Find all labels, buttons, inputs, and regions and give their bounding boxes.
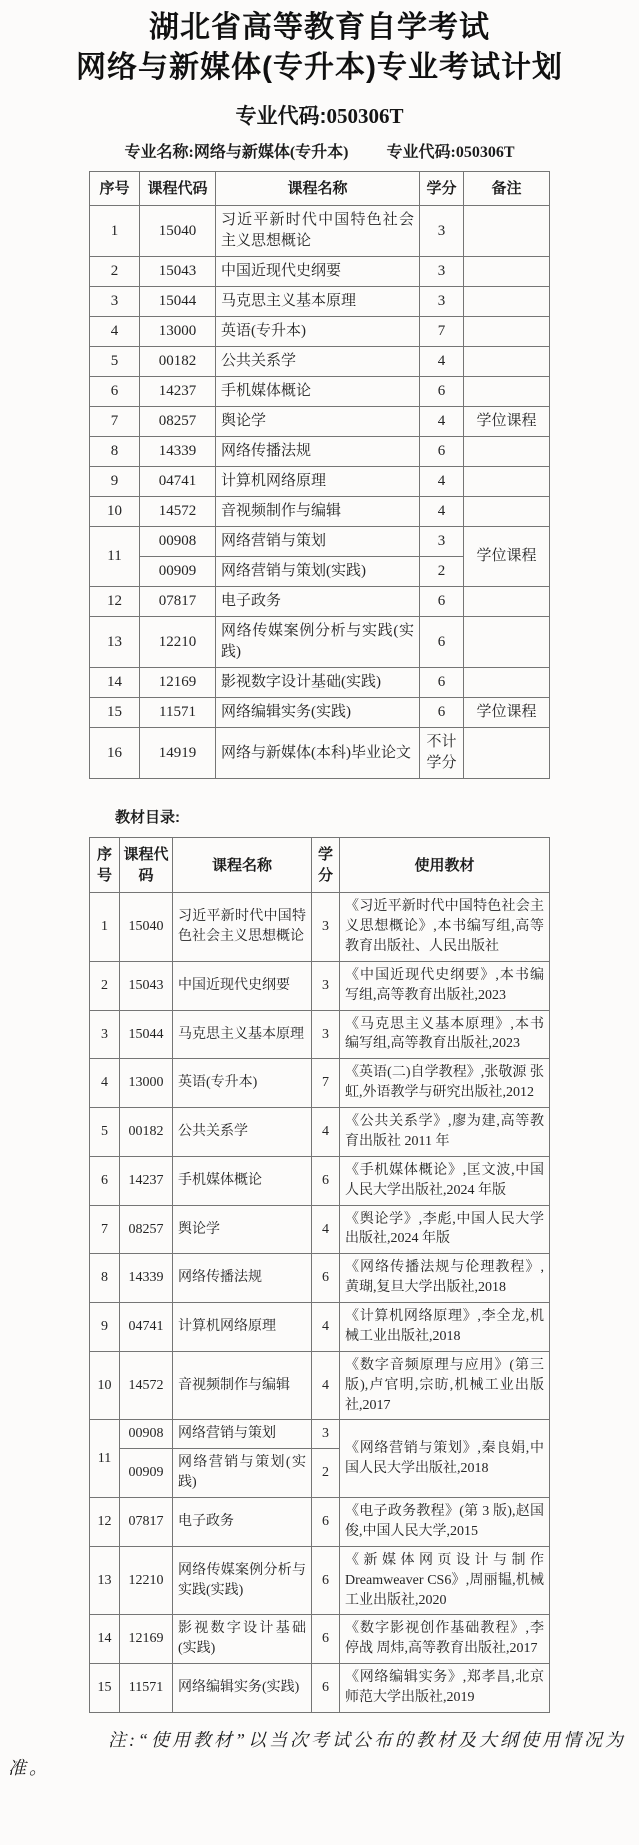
table-row [90,287,550,317]
cell-credits: 4 [312,1205,340,1254]
cell-course-code: 15043 [120,961,173,1010]
cell-seq: 12 [90,1498,120,1547]
cell-course-name: 马克思主义基本原理 [216,287,420,317]
cell-credits: 3 [312,1010,340,1059]
cell-course-code: 14339 [120,1254,173,1303]
cell-course-code: 00908 [120,1420,173,1449]
cell-remark [464,206,550,257]
cell-seq: 4 [90,317,140,347]
cell-course-code: 14572 [140,497,216,527]
cell-remark [464,467,550,497]
header-seq: 序号 [90,172,140,206]
cell-credits: 6 [312,1546,340,1615]
cell-course-code: 14237 [140,377,216,407]
cell-course-code: 14339 [140,437,216,467]
cell-seq: 9 [90,467,140,497]
cell-course-name: 网络传媒案例分析与实践(实践) [173,1546,312,1615]
cell-credits: 4 [420,347,464,377]
document-title-line2: 网络与新媒体(专升本)专业考试计划 [76,50,563,84]
cell-textbook: 《电子政务教程》(第 3 版),赵国俊,中国人民大学,2015 [340,1498,550,1547]
cell-textbook: 《数字音频原理与应用》(第三版),卢官明,宗昉,机械工业出版社,2017 [340,1351,550,1420]
cell-course-name: 音视频制作与编辑 [216,497,420,527]
cell-course-code: 15040 [140,206,216,257]
header-course-code: 课程代码 [140,172,216,206]
cell-seq: 16 [90,728,140,779]
cell-course-code: 11571 [140,698,216,728]
table-row [90,698,550,728]
cell-credits: 3 [420,287,464,317]
cell-remark [464,257,550,287]
table-row [90,317,550,347]
textbook-table [89,837,550,1713]
cell-course-name: 中国近现代史纲要 [173,961,312,1010]
table-row [90,467,550,497]
table-row [90,961,550,1010]
cell-credits: 3 [420,257,464,287]
exam-plan-table [89,171,550,779]
cell-seq: 6 [90,377,140,407]
cell-course-code: 00182 [120,1108,173,1157]
cell-course-name: 马克思主义基本原理 [173,1010,312,1059]
cell-credits: 2 [312,1449,340,1498]
cell-course-name: 舆论学 [173,1205,312,1254]
cell-course-code: 11571 [120,1664,173,1713]
cell-course-code: 15040 [120,893,173,962]
header-textbook: 使用教材 [340,838,550,893]
cell-seq: 13 [90,617,140,668]
cell-credits: 6 [312,1254,340,1303]
table-row [90,1420,550,1449]
footnote: 注:“使用教材”以当次考试公布的教材及大纲使用情况为准。 [8,1729,627,1778]
cell-course-name: 影视数字设计基础(实践) [216,668,420,698]
cell-credits: 6 [312,1498,340,1547]
header-course-code: 课程代码 [120,838,173,893]
cell-credits: 6 [420,587,464,617]
cell-seq: 14 [90,668,140,698]
cell-remark [464,668,550,698]
table-header-row [90,838,550,893]
table-row [90,1351,550,1420]
cell-course-name: 习近平新时代中国特色社会主义思想概论 [216,206,420,257]
cell-credits: 不计学分 [420,728,464,779]
table-row [90,206,550,257]
cell-textbook: 《网络传播法规与伦理教程》,黄瑚,复旦大学出版社,2018 [340,1254,550,1303]
cell-seq: 7 [90,1205,120,1254]
cell-course-code: 07817 [120,1498,173,1547]
cell-course-name: 网络营销与策划 [173,1420,312,1449]
cell-seq: 9 [90,1303,120,1352]
header-course-name: 课程名称 [173,838,312,893]
table-row [90,437,550,467]
cell-course-name: 计算机网络原理 [216,467,420,497]
cell-course-code: 13000 [120,1059,173,1108]
cell-seq: 5 [90,1108,120,1157]
cell-seq: 13 [90,1546,120,1615]
cell-course-code: 07817 [140,587,216,617]
cell-course-name: 电子政务 [216,587,420,617]
major-name-value: 网络与新媒体(专升本) [193,144,349,162]
cell-credits: 6 [420,377,464,407]
table-header-row [90,172,550,206]
cell-credits: 2 [420,557,464,587]
major-code-heading-label: 专业代码: [235,105,327,129]
cell-credits: 4 [420,467,464,497]
cell-textbook: 《公共关系学》,廖为建,高等教育出版社 2011 年 [340,1108,550,1157]
cell-course-code: 15043 [140,257,216,287]
cell-course-code: 04741 [120,1303,173,1352]
table-row [90,1498,550,1547]
cell-credits: 4 [312,1303,340,1352]
cell-textbook: 《手机媒体概论》,匡文波,中国人民大学出版社,2024 年版 [340,1156,550,1205]
cell-course-code: 14237 [120,1156,173,1205]
table-row [90,587,550,617]
cell-seq: 15 [90,698,140,728]
cell-course-code: 12210 [120,1546,173,1615]
cell-seq: 11 [90,527,140,587]
cell-credits: 7 [312,1059,340,1108]
cell-credits: 4 [420,497,464,527]
cell-seq: 3 [90,287,140,317]
cell-course-code: 12169 [140,668,216,698]
cell-course-name: 影视数字设计基础(实践) [173,1615,312,1664]
cell-credits: 6 [312,1664,340,1713]
table-row [90,1108,550,1157]
cell-credits: 3 [420,527,464,557]
cell-seq: 6 [90,1156,120,1205]
major-code-heading [0,100,639,130]
cell-course-name: 公共关系学 [173,1108,312,1157]
cell-seq: 2 [90,257,140,287]
cell-seq: 5 [90,347,140,377]
cell-seq: 2 [90,961,120,1010]
cell-course-code: 00908 [140,527,216,557]
cell-course-name: 网络与新媒体(本科)毕业论文 [216,728,420,779]
cell-seq: 11 [90,1420,120,1498]
cell-textbook: 《英语(二)自学教程》,张敬源 张虹,外语教学与研究出版社,2012 [340,1059,550,1108]
cell-course-name: 公共关系学 [216,347,420,377]
cell-course-code: 04741 [140,467,216,497]
table-row [90,668,550,698]
cell-seq: 7 [90,407,140,437]
table-row [90,527,550,557]
cell-remark [464,587,550,617]
cell-course-name: 网络营销与策划(实践) [173,1449,312,1498]
cell-seq: 3 [90,1010,120,1059]
cell-credits: 3 [312,1420,340,1449]
cell-course-code: 15044 [120,1010,173,1059]
cell-remark [464,317,550,347]
cell-remark [464,437,550,467]
cell-seq: 10 [90,497,140,527]
cell-course-name: 习近平新时代中国特色社会主义思想概论 [173,893,312,962]
cell-seq: 8 [90,1254,120,1303]
cell-seq: 4 [90,1059,120,1108]
table-row [90,1664,550,1713]
cell-course-name: 网络编辑实务(实践) [173,1664,312,1713]
cell-textbook: 《新媒体网页设计与制作 Dreamweaver CS6》,周丽韫,机械工业出版社,2020 [340,1546,550,1615]
table-row [90,1205,550,1254]
cell-credits: 3 [312,893,340,962]
cell-credits: 3 [420,206,464,257]
cell-remark: 学位课程 [464,527,550,587]
cell-seq: 14 [90,1615,120,1664]
cell-textbook: 《数字影视创作基础教程》,李停战 周炜,高等教育出版社,2017 [340,1615,550,1664]
header-remark: 备注 [464,172,550,206]
cell-credits: 4 [420,407,464,437]
major-name-label: 专业名称: [124,144,194,162]
cell-course-name: 电子政务 [173,1498,312,1547]
cell-textbook: 《马克思主义基本原理》,本书编写组,高等教育出版社,2023 [340,1010,550,1059]
header-course-name: 课程名称 [216,172,420,206]
cell-credits: 6 [420,617,464,668]
cell-course-name: 舆论学 [216,407,420,437]
cell-course-code: 14572 [120,1351,173,1420]
table-row [90,1303,550,1352]
cell-seq: 10 [90,1351,120,1420]
cell-seq: 12 [90,587,140,617]
major-code-label: 专业代码: [386,144,456,162]
cell-credits: 6 [312,1156,340,1205]
table-row [90,1254,550,1303]
table-row [90,617,550,668]
cell-remark [464,728,550,779]
cell-course-name: 英语(专升本) [216,317,420,347]
table-row [90,1010,550,1059]
cell-credits: 7 [420,317,464,347]
cell-course-name: 网络传播法规 [173,1254,312,1303]
table-row [90,347,550,377]
cell-remark [464,347,550,377]
cell-remark [464,497,550,527]
cell-textbook: 《网络编辑实务》,郑孝昌,北京师范大学出版社,2019 [340,1664,550,1713]
table-row [90,893,550,962]
cell-textbook: 《习近平新时代中国特色社会主义思想概论》,本书编写组,高等教育出版社、人民出版社 [340,893,550,962]
major-code-heading-value: 050306T [326,104,404,129]
cell-course-name: 音视频制作与编辑 [173,1351,312,1420]
table-row [90,257,550,287]
cell-course-name: 网络营销与策划(实践) [216,557,420,587]
cell-course-name: 手机媒体概论 [216,377,420,407]
cell-course-name: 网络营销与策划 [216,527,420,557]
table-row [90,497,550,527]
cell-remark [464,287,550,317]
cell-textbook: 《中国近现代史纲要》,本书编写组,高等教育出版社,2023 [340,961,550,1010]
table-row [90,728,550,779]
header-credits: 学分 [420,172,464,206]
cell-course-code: 14919 [140,728,216,779]
cell-credits: 4 [312,1108,340,1157]
cell-textbook: 《网络营销与策划》,秦良娟,中国人民大学出版社,2018 [340,1420,550,1498]
cell-course-code: 00182 [140,347,216,377]
cell-course-name: 网络传播法规 [216,437,420,467]
cell-credits: 6 [420,437,464,467]
header-credits: 学分 [312,838,340,893]
cell-course-name: 网络传媒案例分析与实践(实践) [216,617,420,668]
table-row [90,1546,550,1615]
cell-seq: 8 [90,437,140,467]
cell-credits: 3 [312,961,340,1010]
cell-remark: 学位课程 [464,407,550,437]
table-row [90,1059,550,1108]
major-meta-line [0,139,639,162]
cell-course-name: 计算机网络原理 [173,1303,312,1352]
cell-course-code: 08257 [140,407,216,437]
cell-course-code: 12210 [140,617,216,668]
cell-course-name: 网络编辑实务(实践) [216,698,420,728]
cell-remark: 学位课程 [464,698,550,728]
cell-course-name: 英语(专升本) [173,1059,312,1108]
cell-credits: 4 [312,1351,340,1420]
cell-seq: 15 [90,1664,120,1713]
textbook-list-label: 教材目录: [115,809,180,827]
table-row [90,407,550,437]
cell-credits: 6 [312,1615,340,1664]
cell-credits: 6 [420,668,464,698]
cell-remark [464,617,550,668]
cell-seq: 1 [90,206,140,257]
cell-course-code: 00909 [140,557,216,587]
cell-credits: 6 [420,698,464,728]
cell-course-name: 手机媒体概论 [173,1156,312,1205]
table-row [90,377,550,407]
cell-course-code: 08257 [120,1205,173,1254]
cell-remark [464,377,550,407]
major-code-value: 050306T [455,144,515,162]
cell-textbook: 《舆论学》,李彪,中国人民大学出版社,2024 年版 [340,1205,550,1254]
header-seq: 序号 [90,838,120,893]
table-row [90,1615,550,1664]
document-title-line1: 湖北省高等教育自学考试 [149,11,490,44]
cell-course-code: 15044 [140,287,216,317]
table-row [90,1156,550,1205]
cell-course-name: 中国近现代史纲要 [216,257,420,287]
cell-textbook: 《计算机网络原理》,李全龙,机械工业出版社,2018 [340,1303,550,1352]
cell-course-code: 13000 [140,317,216,347]
cell-seq: 1 [90,893,120,962]
cell-course-code: 12169 [120,1615,173,1664]
cell-course-code: 00909 [120,1449,173,1498]
